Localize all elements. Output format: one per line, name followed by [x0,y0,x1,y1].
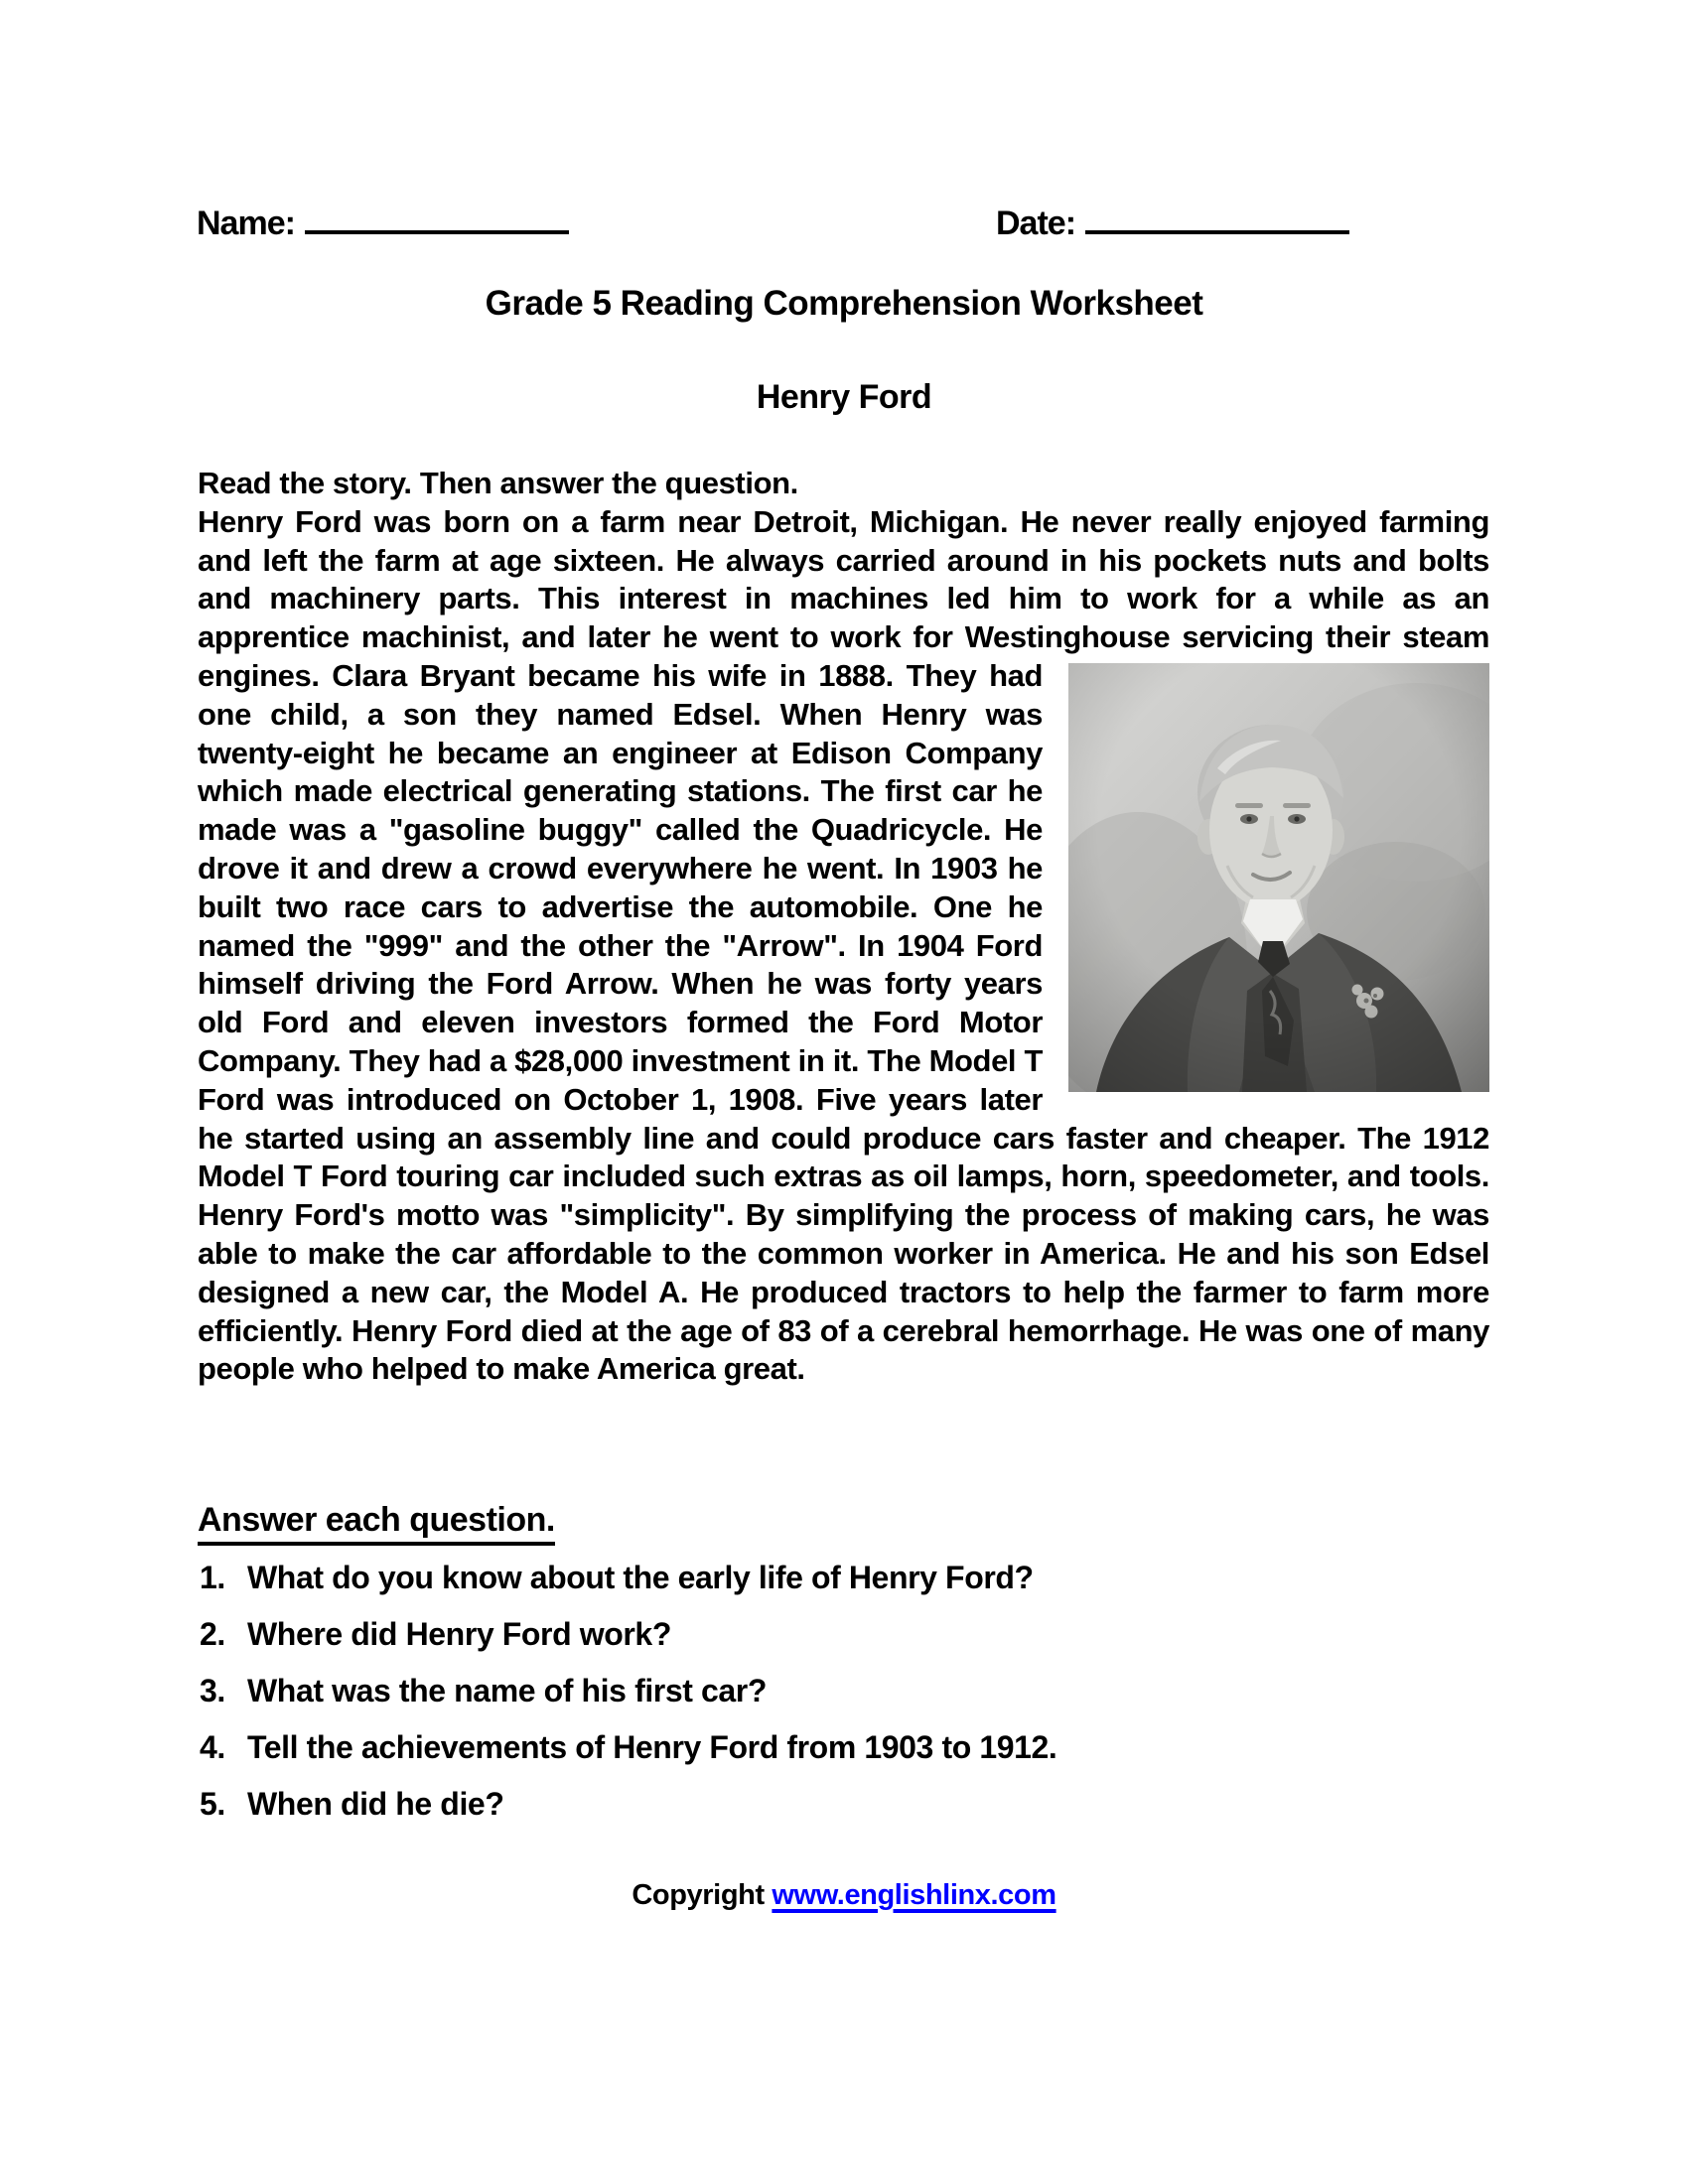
date-label: Date: [996,205,1076,242]
name-blank-line [305,201,569,234]
story-instruction: Read the story. Then answer the question. [198,466,798,500]
question-number: 4. [200,1729,225,1765]
question-text: What do you know about the early life of Henry Ford? [247,1560,1034,1595]
question-item [200,1785,1490,1824]
question-item [200,1672,1490,1710]
copyright [0,1879,1688,1912]
answer-section [198,1501,555,1546]
story-paragraph [198,503,1489,1389]
question-text: What was the name of his first car? [247,1673,768,1708]
question-text: Tell the achievements of Henry Ford from 1903 to 1912. [247,1729,1057,1765]
story-text-before-photo: Henry Ford was born on a farm near Detroit, Michigan. He never really enjoyed farming and left the farm at age sixteen. He always carried around in his pockets nuts and bolts and machinery parts. This interest in machines led him to work for a while as an apprentice machinist, and later he went to work for Westinghouse servicing their steam engines. Clara Bryant became [198,503,1489,693]
question-item [200,1615,1490,1654]
story-section [198,465,1489,1389]
answer-section-heading: Answer each question. [198,1501,555,1546]
question-text: Where did Henry Ford work? [247,1616,671,1652]
question-number: 1. [200,1560,225,1595]
question-item [200,1559,1490,1597]
question-number: 3. [200,1673,225,1708]
page-title: Grade 5 Reading Comprehension Worksheet [485,284,1203,323]
story-text-after-photo: his wife in 1888. They had one child, a son they named Edsel. When Henry was twenty-eight he became an engineer at Edison Company which made electrical generating stations. The first car he made was a "gasoline buggy" called the Quadricycle. He drove it and drew a crowd everywhere he went. In 1903 he built two race cars to advertise the automobile. One he named the "999" and the other the "Arrow". In 1904 Ford himself driving the Ford Arrow. When he was forty years old Ford and eleven investors formed the Ford Motor Company. They had a $28,000 investment in it. The Model T Ford was introduced on October 1, 1908. Five years later he started using an assembly line and could produce cars faster and cheaper. The 1912 Model T Ford touring car included such extras as oil lamps, horn, speedometer, and tools. Henry Ford's motto was "simplicity". By simplifying the process of making cars, he was able to make the car affordable to the common worker in America. He and his son Edsel designed a new car, the Model A. He produced tractors to help the farmer to farm more efficiently. Henry Ford died at the age of 83 of a cerebral hemorrhage. He was one of many people who helped to make America great. [198,657,1489,1387]
question-number: 2. [200,1616,225,1652]
date-blank-line [1085,201,1349,234]
question-number: 5. [200,1786,225,1822]
question-item [200,1728,1490,1767]
name-field [197,201,569,243]
henry-ford-photo [1068,663,1489,1092]
question-text: When did he die? [247,1786,504,1822]
date-field [996,201,1349,243]
questions-list [200,1559,1490,1842]
copyright-label: Copyright [632,1879,765,1911]
copyright-link[interactable]: www.englishlinx.com [772,1879,1056,1911]
story-title: Henry Ford [756,378,932,416]
name-label: Name: [197,205,295,242]
